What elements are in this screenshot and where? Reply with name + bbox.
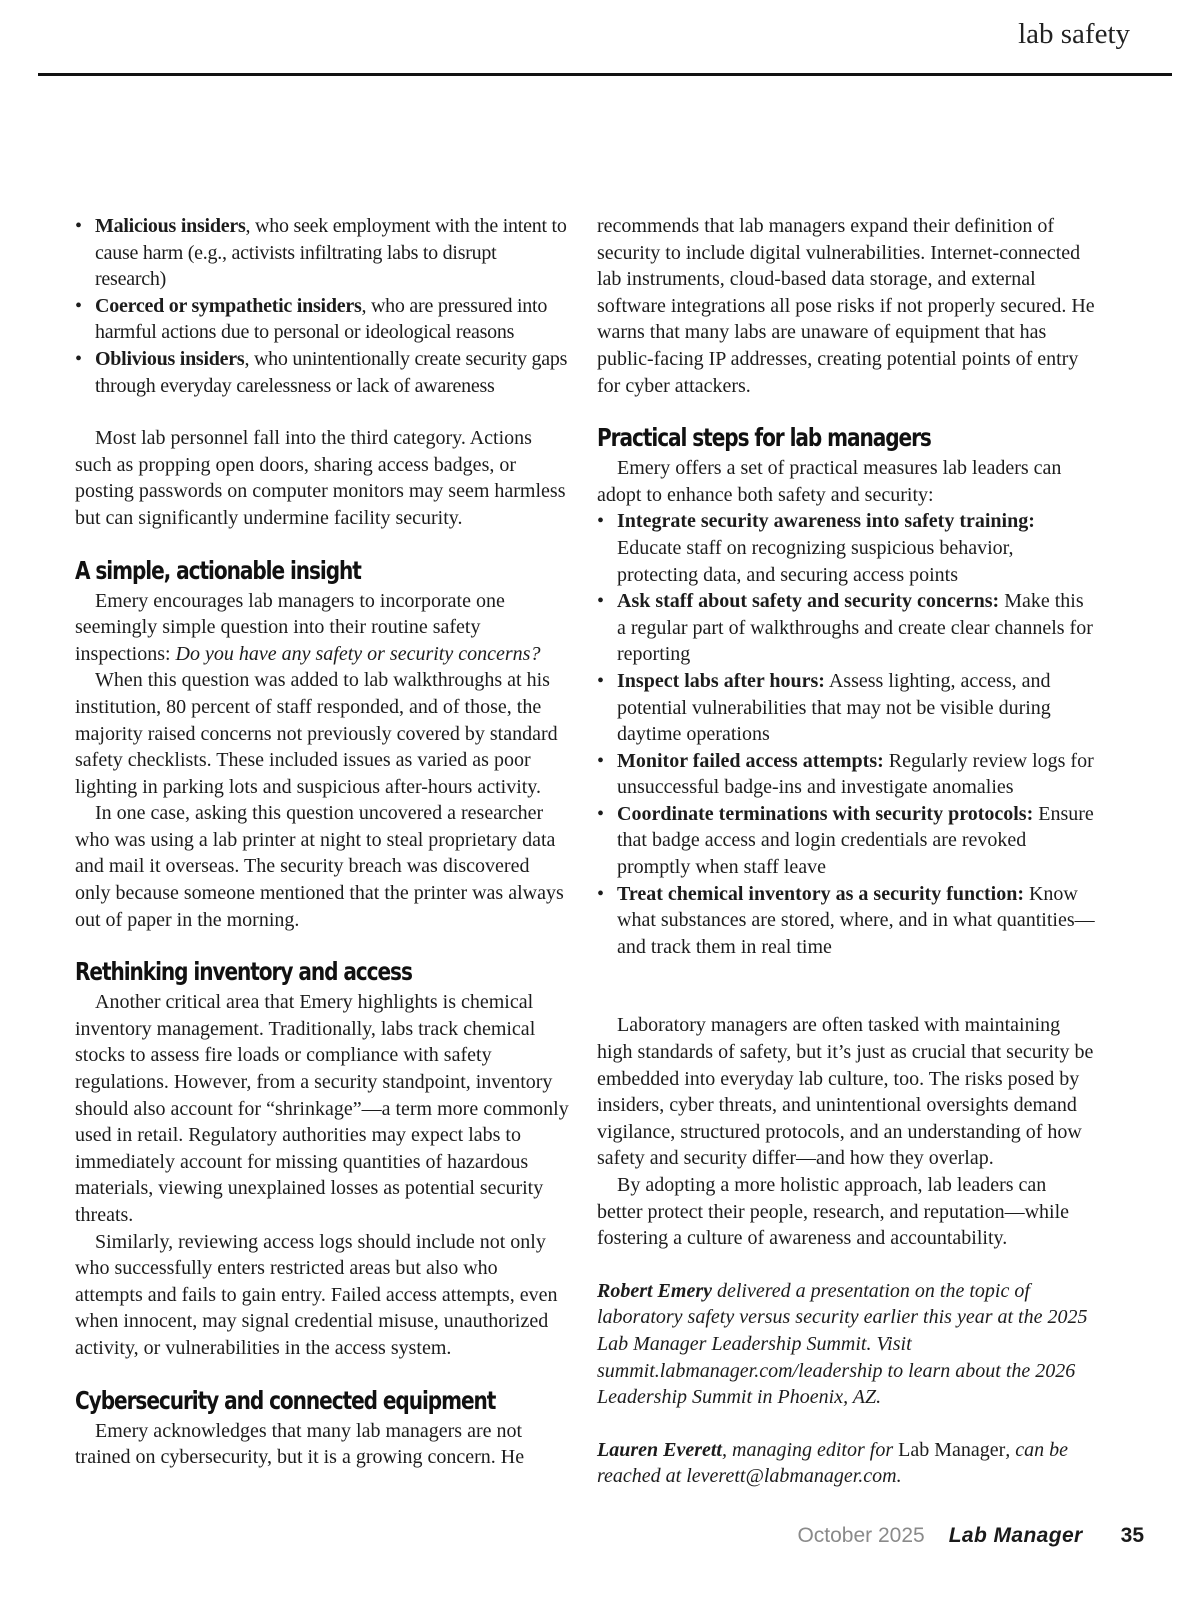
paragraph: Another critical area that Emery highlights is chemical inventory management. Traditionally, labs track chemical stocks to assess fire loads or compliance with safety regulations. However, from a security standpoint, inventory should also account for “shrinkage”—a term more commonly used in retail. Regulatory authorities may expect labs to immediately account for missing quantities of hazardous materials, viewing unexplained losses as potential security threats. xyxy=(75,991,569,1226)
magazine-name: Lab Manager xyxy=(948,1524,1083,1547)
list-item: • Ask staff about safety and security concerns: Make this a regular part of walkthroughs and create clear channels for reporting xyxy=(597,590,1093,666)
left-column xyxy=(75,213,570,1471)
right-column xyxy=(597,213,1095,1490)
paragraph: Laboratory managers are often tasked with maintaining high standards of safety, but it’s just as crucial that security be embedded into everyday lab culture, too. The risks posed by insiders, cyber threats, and unintentional oversights demand vigilance, structured protocols, and an understanding of how safety and security differ—and how they overlap. xyxy=(597,1014,1094,1170)
subheading-cybersecurity: Cybersecurity and connected equipment xyxy=(75,1385,496,1415)
paragraph: Emery encourages lab managers to incorporate one seemingly simple question into their routine safety inspections: Do you have any safety or security concerns? xyxy=(75,589,541,665)
list-item: • Coerced or sympathetic insiders, who are pressured into harmful actions due to personal or ideological reasons xyxy=(75,294,548,344)
paragraph: By adopting a more holistic approach, lab leaders can better protect their people, research, and reputation—while fostering a culture of awareness and accountability. xyxy=(597,1174,1070,1250)
paragraph: Emery acknowledges that many lab managers are not trained on cybersecurity, but it is a growing concern. He xyxy=(75,1419,525,1469)
subheading-practical-steps: Practical steps for lab managers xyxy=(597,423,931,453)
steps-list xyxy=(597,508,1095,960)
issue-date: October 2025 xyxy=(797,1524,925,1547)
header-rule xyxy=(38,73,1172,76)
paragraph: Similarly, reviewing access logs should include not only who successfully enters restricted areas but also who attempts and fails to gain entry. Failed access attempts, even when innocent, may signal credential misuse, unauthorized activity, or vulnerabilities in the access system. xyxy=(75,1230,558,1359)
subheading-inventory: Rethinking inventory and access xyxy=(75,957,412,987)
page-number: 35 xyxy=(1120,1524,1144,1547)
paragraph: When this question was added to lab walkthroughs at his institution, 80 percent of staff responded, and of those, the majority raised concerns not previously covered by standard safety checklists. These included issues as varied as poor lighting in parking lots and suspicious after-hours activity. xyxy=(75,669,558,798)
list-item: • Inspect labs after hours: Assess lighting, access, and potential vulnerabilities that may not be visible during daytime operations xyxy=(597,669,1051,746)
list-item: • Monitor failed access attempts: Regularly review logs for unsuccessful badge-ins and investigate anomalies xyxy=(597,749,1094,799)
page-footer xyxy=(797,1524,1144,1548)
author-bio-everett: Lauren Everett, managing editor for Lab Manager, can be reached at leverett@labmanager.com. xyxy=(597,1438,1069,1488)
list-item: • Oblivious insiders, who unintentionally create security gaps through everyday carelessness or lack of awareness xyxy=(75,347,568,397)
author-bio-emery: Robert Emery delivered a presentation on the topic of laboratory safety versus security earlier this year at the 2025 Lab Manager Leadership Summit. Visit summit.labmanager.com/leadership to learn about the 2026 Leadership Summit in Phoenix, AZ. xyxy=(597,1279,1088,1409)
list-item: • Treat chemical inventory as a security function: Know what substances are stored, where, and in what quantities—and track them in real time xyxy=(597,882,1095,958)
list-item: • Malicious insiders, who seek employment with the intent to cause harm (e.g., activists infiltrating labs to disrupt research) xyxy=(75,215,567,291)
section-label: lab safety xyxy=(1018,18,1130,50)
paragraph: Emery offers a set of practical measures lab leaders can adopt to enhance both safety and security: xyxy=(597,457,1062,506)
insider-list xyxy=(75,213,570,399)
paragraph: Most lab personnel fall into the third category. Actions such as propping open doors, sharing access badges, or posting passwords on computer monitors may seem harmless but can significantly undermine facility security. xyxy=(75,427,566,529)
paragraph: In one case, asking this question uncovered a researcher who was using a lab printer at night to steal proprietary data and mail it overseas. The security breach was discovered only because someone mentioned that the printer was always out of paper in the morning. xyxy=(75,802,564,931)
paragraph: recommends that lab managers expand their definition of security to include digital vulnerabilities. Internet-connected lab instruments, cloud-based data storage, and external software integrations all pose risks if not properly secured. He warns that many labs are unaware of equipment that has public-facing IP addresses, creating potential points of entry for cyber attackers. xyxy=(597,215,1095,397)
subheading-simple-insight: A simple, actionable insight xyxy=(75,555,361,585)
list-item: • Integrate security awareness into safety training: Educate staff on recognizing suspicious behavior, protecting data, and securing access points xyxy=(597,510,1035,586)
list-item: • Coordinate terminations with security protocols: Ensure that badge access and login credentials are revoked promptly when staff leave xyxy=(597,802,1094,879)
